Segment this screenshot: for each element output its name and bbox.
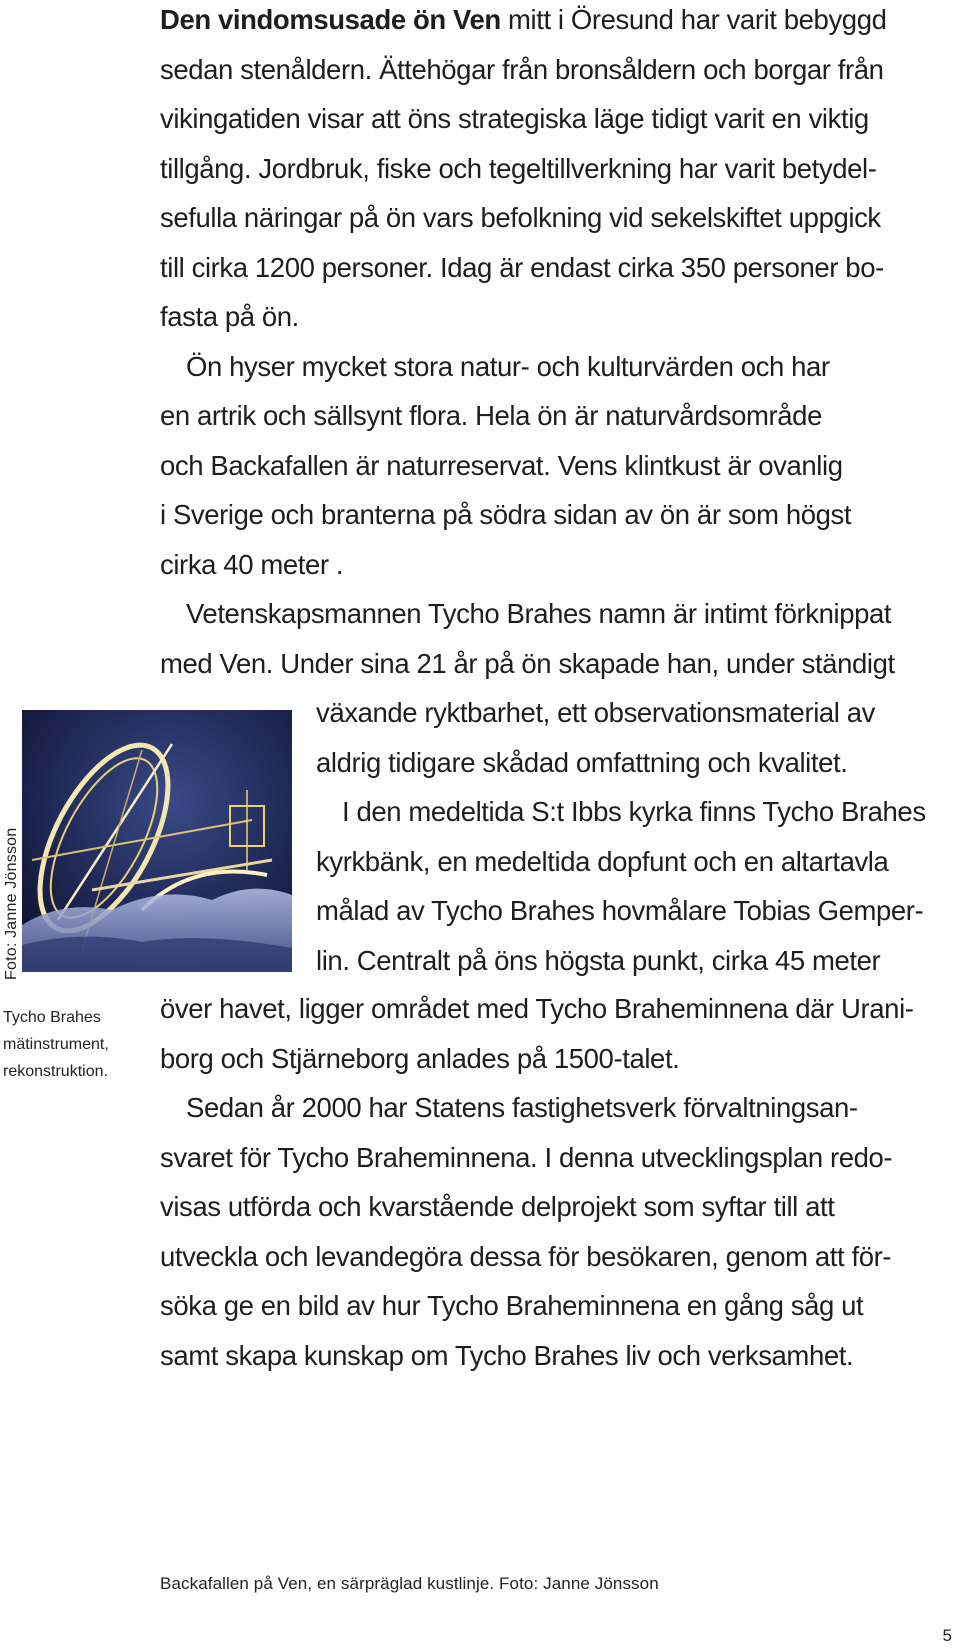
- article-line: Sedan år 2000 har Statens fastighetsverk förvaltningsan-: [186, 1092, 858, 1123]
- article-line: växande ryktbarhet, ett observationsmaterial av: [316, 697, 875, 728]
- article-line: aldrig tidigare skådad omfattning och kvalitet.: [316, 746, 848, 778]
- bottom-photo-caption: Backafallen på Ven, en särpräglad kustlinje. Foto: Janne Jönsson: [160, 1574, 659, 1593]
- article-line: tillgång. Jordbruk, fiske och tegeltillverkning har varit betydel-: [160, 152, 877, 184]
- article-line: Vetenskapsmannen Tycho Brahes namn är intimt förknippat: [186, 598, 892, 629]
- article-line: till cirka 1200 personer. Idag är endast cirka 350 personer bo-: [160, 251, 884, 283]
- article-line: och Backafallen är naturreservat. Vens klintkust är ovanlig: [160, 449, 843, 481]
- page-number: 5: [942, 1626, 952, 1645]
- article-line: vikingatiden visar att öns strategiska läge tidigt varit en viktig: [160, 103, 869, 134]
- article-line: målad av Tycho Brahes hovmålare Tobias Gemper-: [316, 895, 924, 926]
- article-line: med Ven. Under sina 21 år på ön skapade han, under ständigt: [160, 647, 895, 679]
- lead-in-bold: Den vindomsusade ön Ven: [160, 4, 501, 35]
- instrument-photo: [22, 710, 292, 972]
- article-text-wrapped: [316, 688, 926, 985]
- article-line: samt skapa kunskap om Tycho Brahes liv och verksamhet.: [160, 1339, 854, 1371]
- article-line: en artrik och sällsynt flora. Hela ön är naturvårdsområde: [160, 400, 822, 431]
- article-line: över havet, ligger området med Tycho Braheminnena där Urani-: [160, 993, 914, 1024]
- article-line: borg och Stjärneborg anlades på 1500-talet.: [160, 1042, 680, 1074]
- article-line: kyrkbänk, en medeltida dopfunt och en altartavla: [316, 845, 889, 877]
- article-text-top: [160, 0, 895, 688]
- article-line: Ön hyser mycket stora natur- och kulturvärden och har: [186, 350, 830, 382]
- article-line: sedan stenåldern. Ättehögar från bronsåldern och borgar från: [160, 53, 884, 85]
- lead-in-rest: mitt i Öresund har varit bebyggd: [500, 4, 887, 35]
- photo-caption-line: mätinstrument,: [3, 1036, 109, 1053]
- photo-caption-line: Tycho Brahes: [3, 1009, 101, 1026]
- photo-credit: Foto: Janne Jönsson: [3, 827, 20, 980]
- article-line: [160, 0, 895, 45]
- article-line: fasta på ön.: [160, 301, 299, 332]
- article-line: söka ge en bild av hur Tycho Braheminnena en gång såg ut: [160, 1290, 864, 1321]
- photo-caption: [3, 1004, 109, 1085]
- article-line: lin. Centralt på öns högsta punkt, cirka 45 meter: [316, 944, 881, 976]
- article-line: i Sverige och branterna på södra sidan av ön är som högst: [160, 499, 852, 530]
- article-text-bottom: [160, 984, 914, 1380]
- armillary-sphere-image: [22, 710, 292, 972]
- article-line: utveckla och levandegöra dessa för besökaren, genom att för-: [160, 1240, 892, 1272]
- article-line: cirka 40 meter .: [160, 548, 344, 580]
- article-line: visas utförda och kvarstående delprojekt som syftar till att: [160, 1191, 835, 1222]
- photo-caption-line: rekonstruktion.: [3, 1063, 108, 1080]
- article-line: I den medeltida S:t Ibbs kyrka finns Tycho Brahes: [342, 796, 926, 827]
- article-line: sefulla näringar på ön vars befolkning vid sekelskiftet uppgick: [160, 202, 881, 233]
- article-line: svaret för Tycho Braheminnena. I denna utvecklingsplan redo-: [160, 1141, 893, 1173]
